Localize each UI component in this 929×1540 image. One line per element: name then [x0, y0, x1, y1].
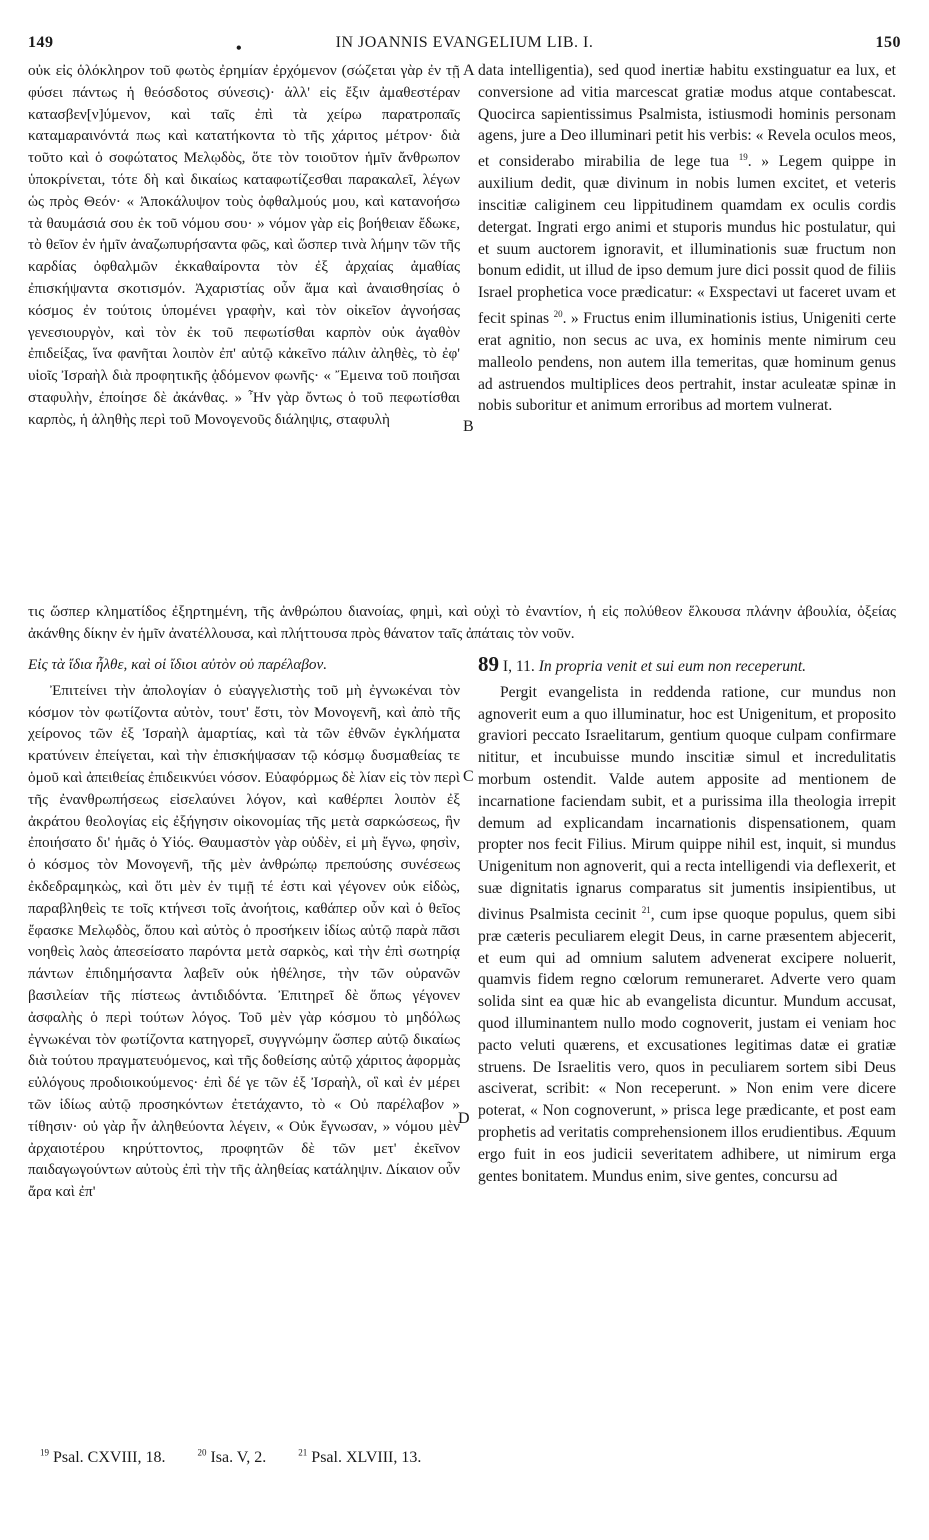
footnote — [197, 1449, 280, 1466]
footnote-ref: 20 — [553, 308, 563, 319]
running-title: IN JOANNIS EVANGELIUM LIB. I. — [335, 34, 594, 51]
latin-paragraph-body — [478, 682, 896, 1188]
latin-text-segment: Pergit evangelista in reddenda ratione, cur mundus non agnoverit eum a quo illuminatur, hoc est Unigenitum, et proposito graviori peccato Israelitarum, gentium quoque culpam confirmare nititur, et incubuisse mundo inscitiæ simul et incredulitatis morbum ostendit. Valde autem apposite ad mentionem de incarnatione faciendam subit, et a purissima illa theologia irrepit demum ad explicandam incarnationis dispensationem, quam propter nos fecit Filius. Mirum quippe nihil est, inquit, si mundus Unigenitum non agnoverit, qui a recta intelligendi via deflexerit, et suæ dignitatis ignarus comparatus sit jumentis insipientibus, ut divinus Psalmista cecinit — [478, 683, 896, 923]
greek-paragraph-body: Ἐπιτείνει τὴν ἀπολογίαν ὁ εὐαγγελιστὴς τοῦ μὴ ἐγνωκέναι τὸν κόσμον τὸν φωτίζοντα αὐτὸν, τουτ' ἔστι, τὸν Μονογενῆ, καὶ ἀπὸ τῆς χείρονος τῶν ἐξ Ἰσραὴλ ἁμαρτίας, καὶ τὰ τῶν ἐθνῶν ἐγκλήματα κρατύνειν ἐπείγεται, καὶ τὴν ἐπισκήψασαν τῷ κόσμῳ δυσμαθείας τε ὁμοῦ καὶ ἀπειθείας ἐπιδεικνύει νόσον. Εὐαφόρμως δὲ λίαν εἰς τὸν περὶ τῆς ἐνανθρωπήσεως εἰσελαύνει λόγον, καὶ καθέρπει λοιπὸν ἐξ ἀκράτου θεολογίας εἰς ἐξήγησιν οἰκονομίας τῆς μετὰ σαρκώσεως, ἣν ἐποιήσατο δι' ἡμᾶς ὁ Υἱός. Θαυμαστὸν γὰρ οὐδὲν, εἰ μὴ ἔγνω, φησὶν, ὁ κόσμος τὸν Μονογενῆ, τῆς μὲν ἀνθρώπῳ πρεπούσης συνέσεως ἐκδεδραμηκὼς, καὶ ὅτι μὲν ἐν τιμῇ τέ ἐστι καὶ γέγονεν οὐκ εἰδὼς, παραβληθεὶς τε τοῖς κτήνεσι τοῖς ἀνοήτοις, καθάπερ οὖν καὶ ὁ θεῖος ἔφασκε Μελῳδὸς, ὅπου καὶ αὐτὸς ὁ προσήκειν ἰδίως αὐτῷ παρὰ πᾶσι νοηθεὶς λαὸς ἀπεσείσατο παρόντα μετὰ σαρκὸς, καὶ τὴν ἐπὶ σωτηρίᾳ πάντων ἐπιδημήσαντα λαβεῖν οὐκ ἠθέλησε, τὴν τῶν οὐρανῶν βασιλείαν τῆς πίστεως ἀντιδιδόντα. Ἐπιτηρεῖ δὲ ὅπως γέγονεν ἀσφαλὴς ὁ περὶ τούτων λόγος. Τοῦ μὲν γὰρ κόσμου τὸ μηδόλως ἐγνωκέναι τὸν φωτίζοντα κατηγορεῖ, συγγνώμην ὥσπερ αὐτῷ δικαίως διὰ τούτου πραγματευόμενος, καὶ τῆς δοθείσης αὐτῷ χάριτος ἀφορμὰς εὐλόγους προδιοικούμενος· ἐπὶ δέ γε τῶν ἐξ Ἰσραὴλ, οἳ καὶ ἐν μέρει τῶν ἰδίως αὐτῷ προσηκόντων ἐτετάχαντο, τὸ « Οὐ παρέλαβον » τίθησιν· οὐ γὰρ ἦν ἀληθεύοντα λέγειν, « Οὐκ ἔγνωσαν, » νόμου μὲν ἀρχαιοτέρου κηρύττοντος, προφητῶν δὲ τῶν μετ' ἐκεῖνον παιδαγωγούντων αὐτοὺς ἐπὶ τὴν τῆς ἀληθείας κατάληψιν. Δίκαιον οὖν ἄρα καὶ ἐπ' — [28, 681, 460, 1201]
footnote-ref: 21 — [641, 904, 651, 915]
latin-text-segment: . » Legem quippe in auxilium dedit, quæ divinum in nobis lumen excitet, et veteris inscitiæ caliginem ceu lippitudinem quamdam ex oculis cordis detergat. Ingrati ergo animi et stuporis mundus hic postulatur, qui et suum auctorem ignoravit, et illuminationis suæ fructum non bonum edidit, ut illud de ipso demum jure dici possit quod de filiis Israel prophetica voce prædicatur: « Exspectavi ut faceret uvam et fecit spinas — [478, 153, 896, 328]
latin-paragraph-top — [478, 60, 896, 417]
latin-text-segment: . » Fructus enim illuminationis istius, Unigeniti certe erat agnitio, non secus ac uva, ex hominis mente nimirum ceu malleolo pendens, non autem illa temeritas, quæ hominum genus ad astruendos multiplices deos pertrahit, instar aculeatæ spinæ in nobis suboritur et animum erroribus ad mortem vulnerat. — [478, 310, 896, 415]
header-dot: • — [236, 40, 243, 57]
greek-paragraph-top: οὐκ εἰς ὁλόκληρον τοῦ φωτὸς ἐρημίαν ἐρχόμενον (σώζεται γὰρ ἐν τῇ φύσει πάντως ἡ θεόσδοτος σύνεσις)· ἀλλ' εἰς ἔξιν ἀμαθεστέραν κατασβεν[ν]ύμενον, καὶ ταῖς ἐπὶ τὰ χείρω παρατροπαῖς καταμαραινόντά πως καὶ κατατήκοντα τὸ τῆς χάριτος μέτρον· διὰ τοῦτο καὶ ὁ σοφώτατος Μελῳδὸς, ὅτε τὸν τοιοῦτον ἡμῖν ἄνθρωπον ὑποκρίνεται, τότε δὴ καὶ δικαίως καταφωτίζεσθαι παρακαλεῖ, λέγων ὡς πρὸς Θεόν· « Ἀποκάλυψον τοὺς ὀφθαλμούς μου, καὶ κατανοήσω τὰ θαυμάσιά σου ἐκ τοῦ νόμου σου· » νόμον γὰρ εἰς βοήθειαν ἔδωκε, τὸ θεῖον ἐν ἡμῖν ἀναζωπυρήσαντα φῶς, καὶ ὥσπερ τινὰ λήμην τῶν τῆς καρδίας ὀφθαλμῶν ἐκκαθαίροντα τὸν ἐξ ἀρχαίας ἀμαθίας ἐπισκήψαντα σκοτισμόν. Ἀχαριστίας οὖν ἅμα καὶ ἀναισθησίας ὁ κόσμος ἐν τούτοις ὑπομένει γραφὴν, καὶ τὸν οἰκεῖον ἀγνοήσας γενεσιουργὸν, καὶ τὸν ἐκ τοῦ πεφωτίσθαι καρπὸν οὐκ ἀγαθὸν ἐπιδείξας, ἵνα φανῆται λοιπὸν ἐπ' αὐτῷ κἀκεῖνο πάλιν ἀληθὲς, τὸ ἐφ' υἱοῖς Ἰσραὴλ διὰ προφητικῆς ᾀδόμενον φωνῆς· « Ἔμεινα τοῦ ποιῆσαι σταφυλὴν, ἐποίησε δὲ ἀκάνθας. » Ἦν γὰρ ὄντως ὁ τοῦ πεφωτίσθαι καρπὸς, ἡ ἀληθὴς περὶ τοῦ Μονογενοῦς διάληψις, σταφυλὴ — [28, 62, 460, 428]
footnote-number: 21 — [298, 1448, 308, 1458]
margin-letter-b: B — [463, 418, 474, 435]
margin-letter-a: A — [463, 62, 475, 79]
latin-lemma-line — [478, 654, 896, 678]
latin-column-top — [478, 60, 896, 586]
greek-column-top — [28, 60, 460, 586]
footnote-number: 19 — [40, 1448, 49, 1458]
footnote-text: Psal. XLVIII, 13. — [311, 1449, 422, 1467]
running-header — [28, 34, 901, 58]
lemma-reference: I, 11. — [502, 658, 535, 675]
footnotes — [40, 1448, 449, 1467]
latin-text-segment: data intelligentia), sed quod inertiæ habitu exstinguatur ea lux, et conversione ad vitia marcescat gratiæ modus atque contabescat. Quocirca sapientissimus Psalmista, istiusmodi hominis personam agens, jure a Deo illuminari petit his verbis: « Revela oculos meos, et considerabo mirabilia de lege tua — [478, 62, 896, 171]
footnote — [40, 1449, 179, 1466]
page-number-left: 149 — [28, 34, 54, 51]
margin-letter-d: D — [458, 1110, 470, 1127]
latin-lemma: In propria venit et sui eum non receperunt. — [538, 658, 807, 675]
footnote-ref: 19 — [738, 152, 748, 163]
greek-paragraph-full: τις ὥσπερ κληματίδος ἐξηρτημένη, τῆς ἀνθρώπου διανοίας, φημὶ, καὶ οὐχὶ τὸ ἐναντίον, ἡ εἰς πολύθεον ἕλκουσα πλάνην ἀβουλία, ὀξείας ἀκάνθης δίκην ἐν ἡμῖν ἀνατέλλουσα, καὶ πλήττουσα πρὸς θάνατον ταῖς ἀπάταις τὸν νοῦν. — [28, 603, 896, 642]
footnote-text: Psal. CXVIII, 18. — [53, 1449, 166, 1467]
latin-text-segment: , cum ipse quoque populus, quem sibi præ cæteris peculiarem elegit Deus, in carne præsentem abjecerit, et eum qui ad omnium salutem advenerat excipere noluerit, quamvis fidem regno cœlorum remuneraret. Adverte vero quam solida sint ea quæ hic ab evangelista dicuntur. Mundum accusat, quod illuminantem nullo modo cognoverit, justam ei veniam hoc pacto veluti quærens, et excusationes legitimas datæ ei gratiæ struens. De Israelitis vero, quos in peculiarem sortem sibi Deus asciverat, scribit: « Non receperunt. » Non enim vere dicere poterat, « Non cognoverunt, » prisca lege prædicante, et post eam prophetis ad veritatis comprehensionem illos erudientibus. Æquum ergo fuit in eos judicii severitatem adhibere, ut nimirum erga gentes bonitatem. Mundus enim, sive gentes, concursu ad — [478, 905, 896, 1185]
greek-full-width-line — [28, 586, 896, 660]
greek-lemma: Εἰς τὰ ἴδια ἦλθε, καὶ οἱ ἴδιοι αὐτὸν οὐ παρέλαβον. — [28, 656, 328, 673]
page-number-right: 150 — [875, 34, 901, 51]
margin-letter-c: C — [463, 768, 474, 785]
footnote-text: Isa. V, 2. — [210, 1449, 267, 1467]
section-number: 89 — [478, 652, 499, 676]
latin-column-bottom — [478, 654, 896, 1414]
footnote-number: 20 — [197, 1448, 207, 1458]
greek-column-bottom — [28, 654, 460, 1414]
footnote — [298, 1449, 435, 1466]
